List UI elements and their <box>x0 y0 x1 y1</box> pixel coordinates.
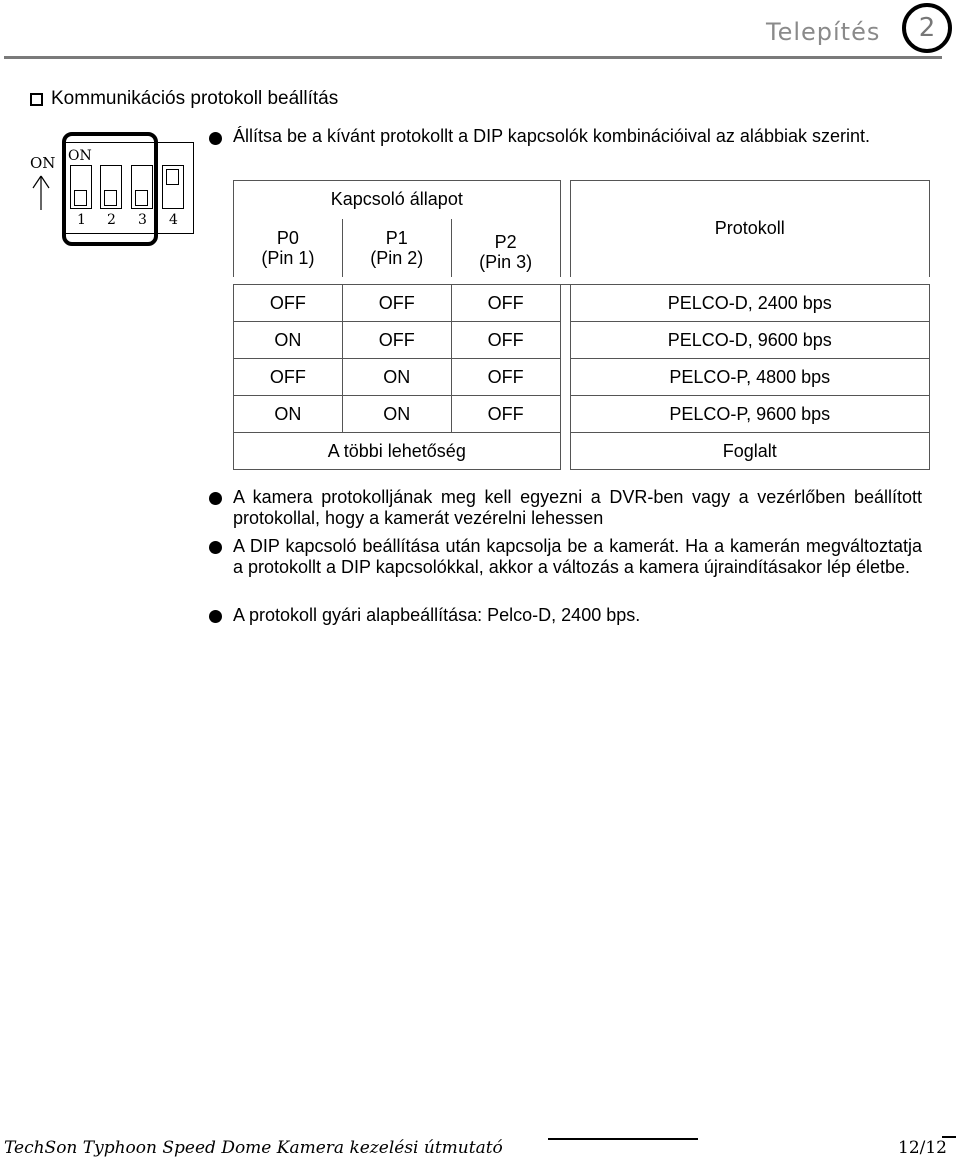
bullet-dot <box>209 132 222 145</box>
dip-slot-3 <box>131 165 153 209</box>
dip-number-1: 1 <box>77 212 86 228</box>
cell-protocol: PELCO-D, 9600 bps <box>570 322 929 359</box>
bullet-paragraph-3: A protokoll gyári alapbeállítása: Pelco-D, 2400 bps. <box>233 605 641 625</box>
table-spacer <box>560 181 570 277</box>
cell-p2: OFF <box>451 322 560 359</box>
dip-knob-2 <box>104 190 117 206</box>
protocol-table <box>233 180 930 470</box>
dip-slot-1 <box>70 165 92 209</box>
cell-p2: OFF <box>451 396 560 433</box>
table-row <box>234 396 930 433</box>
cell-p0: OFF <box>234 359 343 396</box>
cell-protocol: PELCO-P, 9600 bps <box>570 396 929 433</box>
p1-pin-label: (Pin 2) <box>370 247 424 268</box>
table-header-gap <box>234 277 930 285</box>
table-row <box>234 322 930 359</box>
cell-protocol: PELCO-D, 2400 bps <box>570 285 929 322</box>
bullet-dot <box>209 541 222 554</box>
cell-spacer <box>560 285 570 322</box>
header-title: Telepítés <box>766 18 881 46</box>
dip-knob-4 <box>166 169 179 185</box>
cell-p1: OFF <box>342 322 451 359</box>
dip-slot-2 <box>100 165 122 209</box>
cell-other-options: A többi lehetőség <box>234 433 561 470</box>
bullet-paragraph-2: A DIP kapcsoló beállítása után kapcsolja be a kamerát. Ha a kamerán megváltoztatja a protokollt a DIP kapcsolókkal, akkor a változás a kamera újraindításakor lép életbe. <box>233 536 922 577</box>
cell-other-protocol: Foglalt <box>570 433 929 470</box>
cell-p2: OFF <box>451 285 560 322</box>
dip-inner-on-label: ON <box>68 148 92 164</box>
intro-paragraph: Állítsa be a kívánt protokollt a DIP kapcsolók kombinációival az alábbiak szerint. <box>233 126 870 146</box>
dip-number-2: 2 <box>107 212 116 228</box>
dip-knob-3 <box>135 190 148 206</box>
section-title-text: Kommunikációs protokoll beállítás <box>51 88 339 109</box>
dip-on-label: ON <box>30 154 56 172</box>
cell-p0: OFF <box>234 285 343 322</box>
dip-number-4: 4 <box>169 212 178 228</box>
dip-number-3: 3 <box>138 212 147 228</box>
dip-slot-4 <box>162 165 184 209</box>
p2-label: P2 <box>494 231 517 252</box>
p0-label: P0 <box>276 227 299 248</box>
cell-spacer <box>560 359 570 396</box>
chapter-number-badge: 2 <box>902 3 952 53</box>
cell-spacer <box>560 396 570 433</box>
cell-p0: ON <box>234 396 343 433</box>
up-arrow-icon <box>31 174 51 212</box>
cell-protocol: PELCO-P, 4800 bps <box>570 359 929 396</box>
table-row <box>234 285 930 322</box>
bullet-dot <box>209 492 222 505</box>
table-row <box>234 433 930 470</box>
cell-p1: ON <box>342 359 451 396</box>
p1-label: P1 <box>385 227 408 248</box>
cell-p2: OFF <box>451 359 560 396</box>
header-divider <box>4 56 942 59</box>
cell-spacer <box>560 322 570 359</box>
bullet-paragraph-1: A kamera protokolljának meg kell egyezni a DVR-ben vagy a vezérlőben beállított protokollal, hogy a kamerát vezérelni lehessen <box>233 487 922 528</box>
cell-spacer <box>560 433 570 470</box>
section-heading <box>30 88 338 110</box>
footer-title: TechSon Typhoon Speed Dome Kamera kezelési útmutató <box>4 1138 503 1158</box>
p2-header <box>451 219 560 277</box>
cell-p0: ON <box>234 322 343 359</box>
table-row <box>234 359 930 396</box>
dip-knob-1 <box>74 190 87 206</box>
cell-p1: OFF <box>342 285 451 322</box>
footer-decor-line <box>548 1138 698 1140</box>
cell-p1: ON <box>342 396 451 433</box>
p0-header <box>234 219 343 277</box>
p1-header <box>342 219 451 277</box>
footer-page-number: 12/12 <box>898 1138 947 1158</box>
p2-pin-label: (Pin 3) <box>479 251 533 272</box>
protocol-header: Protokoll <box>570 181 929 277</box>
checkbox-icon <box>30 93 43 106</box>
bullet-dot <box>209 610 222 623</box>
switch-state-header: Kapcsoló állapot <box>234 181 561 219</box>
p0-pin-label: (Pin 1) <box>261 247 315 268</box>
